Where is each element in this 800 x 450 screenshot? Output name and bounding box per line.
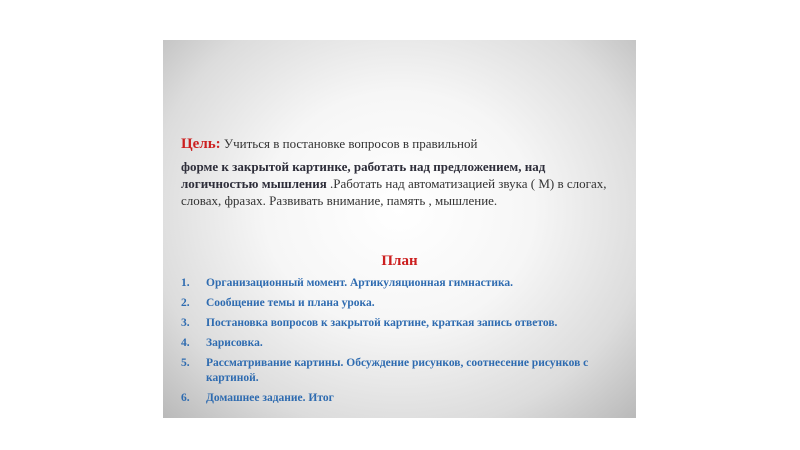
- plan-item: [181, 296, 621, 311]
- goal-text-1: Учиться в постановке вопросов в правильной: [223, 136, 478, 151]
- plan-item-number: 2.: [181, 297, 190, 309]
- slide: [163, 40, 636, 418]
- plan-item-text: Домашнее задание. Итог: [206, 392, 334, 404]
- plan-item-text: Сообщение темы и плана урока.: [206, 297, 375, 309]
- plan-item: [181, 356, 621, 386]
- plan-item-number: 5.: [181, 357, 190, 369]
- plan-item-text: Организационный момент. Артикуляционная гимнастика.: [206, 277, 514, 289]
- plan-item-number: 6.: [181, 392, 190, 404]
- goal-label: Цель:: [181, 136, 221, 152]
- plan-item-number: 3.: [181, 317, 190, 329]
- plan-item: [181, 276, 621, 291]
- goal-text-bold: форме к закрытой картинке, работать над предложением, над логичностью мышления: [181, 159, 546, 191]
- plan-item: [181, 336, 621, 351]
- goal-line-2: [181, 158, 621, 209]
- plan-item-number: 1.: [181, 277, 190, 289]
- plan-item: [181, 316, 621, 331]
- plan-item-text: Зарисовка.: [206, 337, 263, 349]
- plan-list: [181, 276, 621, 411]
- goal-text-rest: .Работать над автоматизацией звука ( М) в слогах, словах, фразах. Развивать внимание, память , мышление.: [181, 176, 607, 208]
- plan-item-text: Рассматривание картины. Обсуждение рисунков, соотнесение рисунков с картиной.: [206, 357, 589, 384]
- plan-item: [181, 391, 621, 406]
- plan-item-text: Постановка вопросов к закрытой картине, краткая запись ответов.: [206, 317, 558, 329]
- plan-title: План: [381, 253, 418, 269]
- goal-line-1: [181, 135, 621, 153]
- goal-block: [181, 135, 621, 209]
- plan-item-number: 4.: [181, 337, 190, 349]
